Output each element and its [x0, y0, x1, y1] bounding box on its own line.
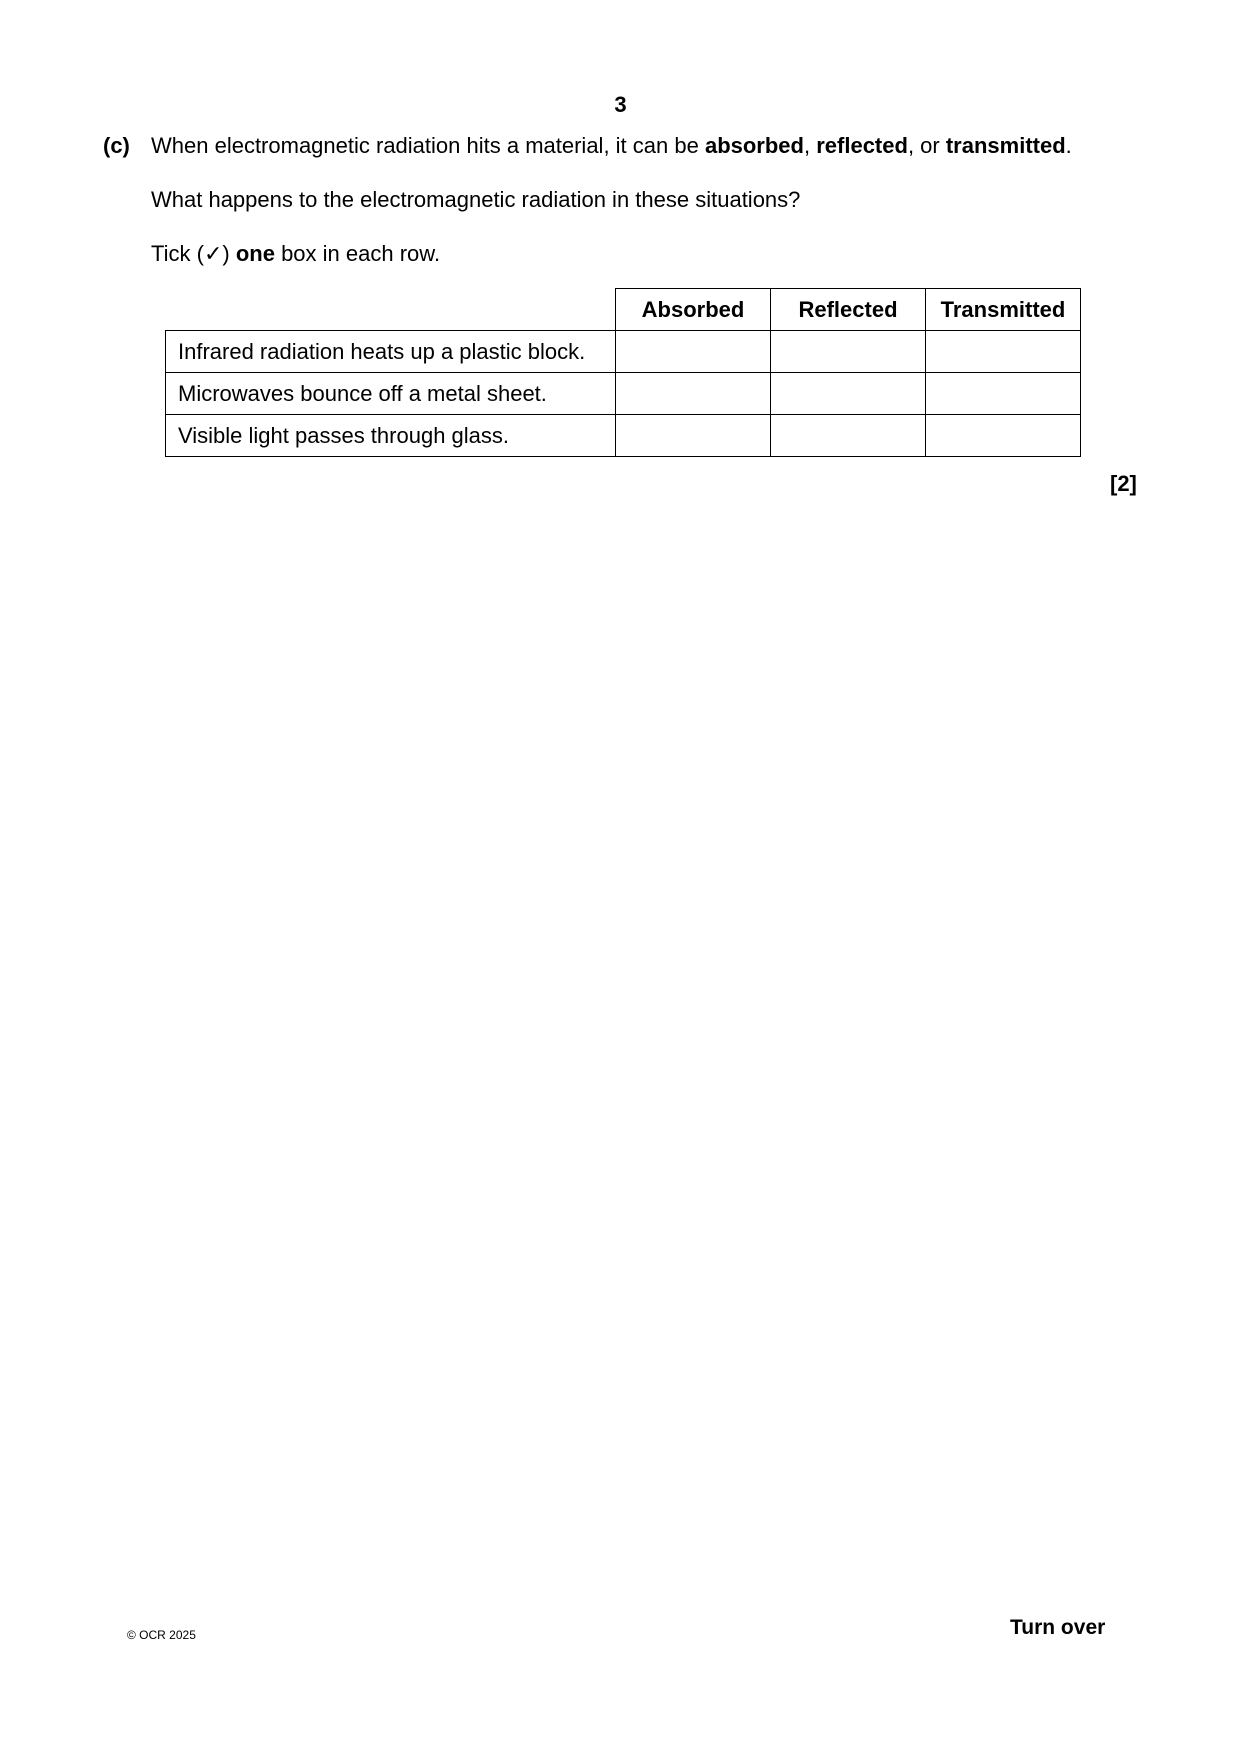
- term-reflected: reflected: [816, 133, 908, 158]
- tick-box-absorbed[interactable]: [616, 415, 771, 457]
- separator: , or: [907, 133, 946, 158]
- page-number: 3: [614, 92, 627, 117]
- turn-over-label: Turn over: [1010, 1616, 1106, 1639]
- table-row: [166, 415, 1081, 457]
- tick-box-reflected[interactable]: [771, 415, 926, 457]
- tick-box-transmitted[interactable]: [926, 373, 1081, 415]
- question-part-label: (c): [103, 133, 130, 158]
- table-row: [166, 373, 1081, 415]
- tick-box-absorbed[interactable]: [616, 373, 771, 415]
- tick-box-transmitted[interactable]: [926, 331, 1081, 373]
- header-blank-cell: [166, 289, 616, 331]
- term-absorbed: absorbed: [704, 133, 804, 158]
- header-reflected: Reflected: [771, 289, 926, 331]
- question-instruction: [151, 241, 440, 267]
- table-header-row: [166, 289, 1081, 331]
- term-transmitted: transmitted: [945, 133, 1066, 158]
- marks-allocation: [2]: [1110, 471, 1137, 496]
- tick-box-reflected[interactable]: [771, 331, 926, 373]
- instruction-emphasis: one: [235, 241, 275, 266]
- answer-table: [165, 288, 1081, 457]
- question-prompt: What happens to the electromagnetic radiation in these situations?: [151, 187, 801, 212]
- instruction-text: Tick (✓): [151, 241, 236, 266]
- copyright-notice: © OCR 2025: [127, 1628, 196, 1642]
- period: .: [1065, 133, 1072, 158]
- question-intro: [151, 133, 1072, 159]
- separator: ,: [803, 133, 817, 158]
- tick-box-absorbed[interactable]: [616, 331, 771, 373]
- header-absorbed: Absorbed: [616, 289, 771, 331]
- row-statement: Visible light passes through glass.: [166, 415, 616, 457]
- header-transmitted: Transmitted: [926, 289, 1081, 331]
- tick-box-reflected[interactable]: [771, 373, 926, 415]
- row-statement: Microwaves bounce off a metal sheet.: [166, 373, 616, 415]
- tick-box-transmitted[interactable]: [926, 415, 1081, 457]
- instruction-text: box in each row.: [274, 241, 441, 266]
- row-statement: Infrared radiation heats up a plastic block.: [166, 331, 616, 373]
- intro-text: When electromagnetic radiation hits a material, it can be: [151, 133, 705, 158]
- table-row: [166, 331, 1081, 373]
